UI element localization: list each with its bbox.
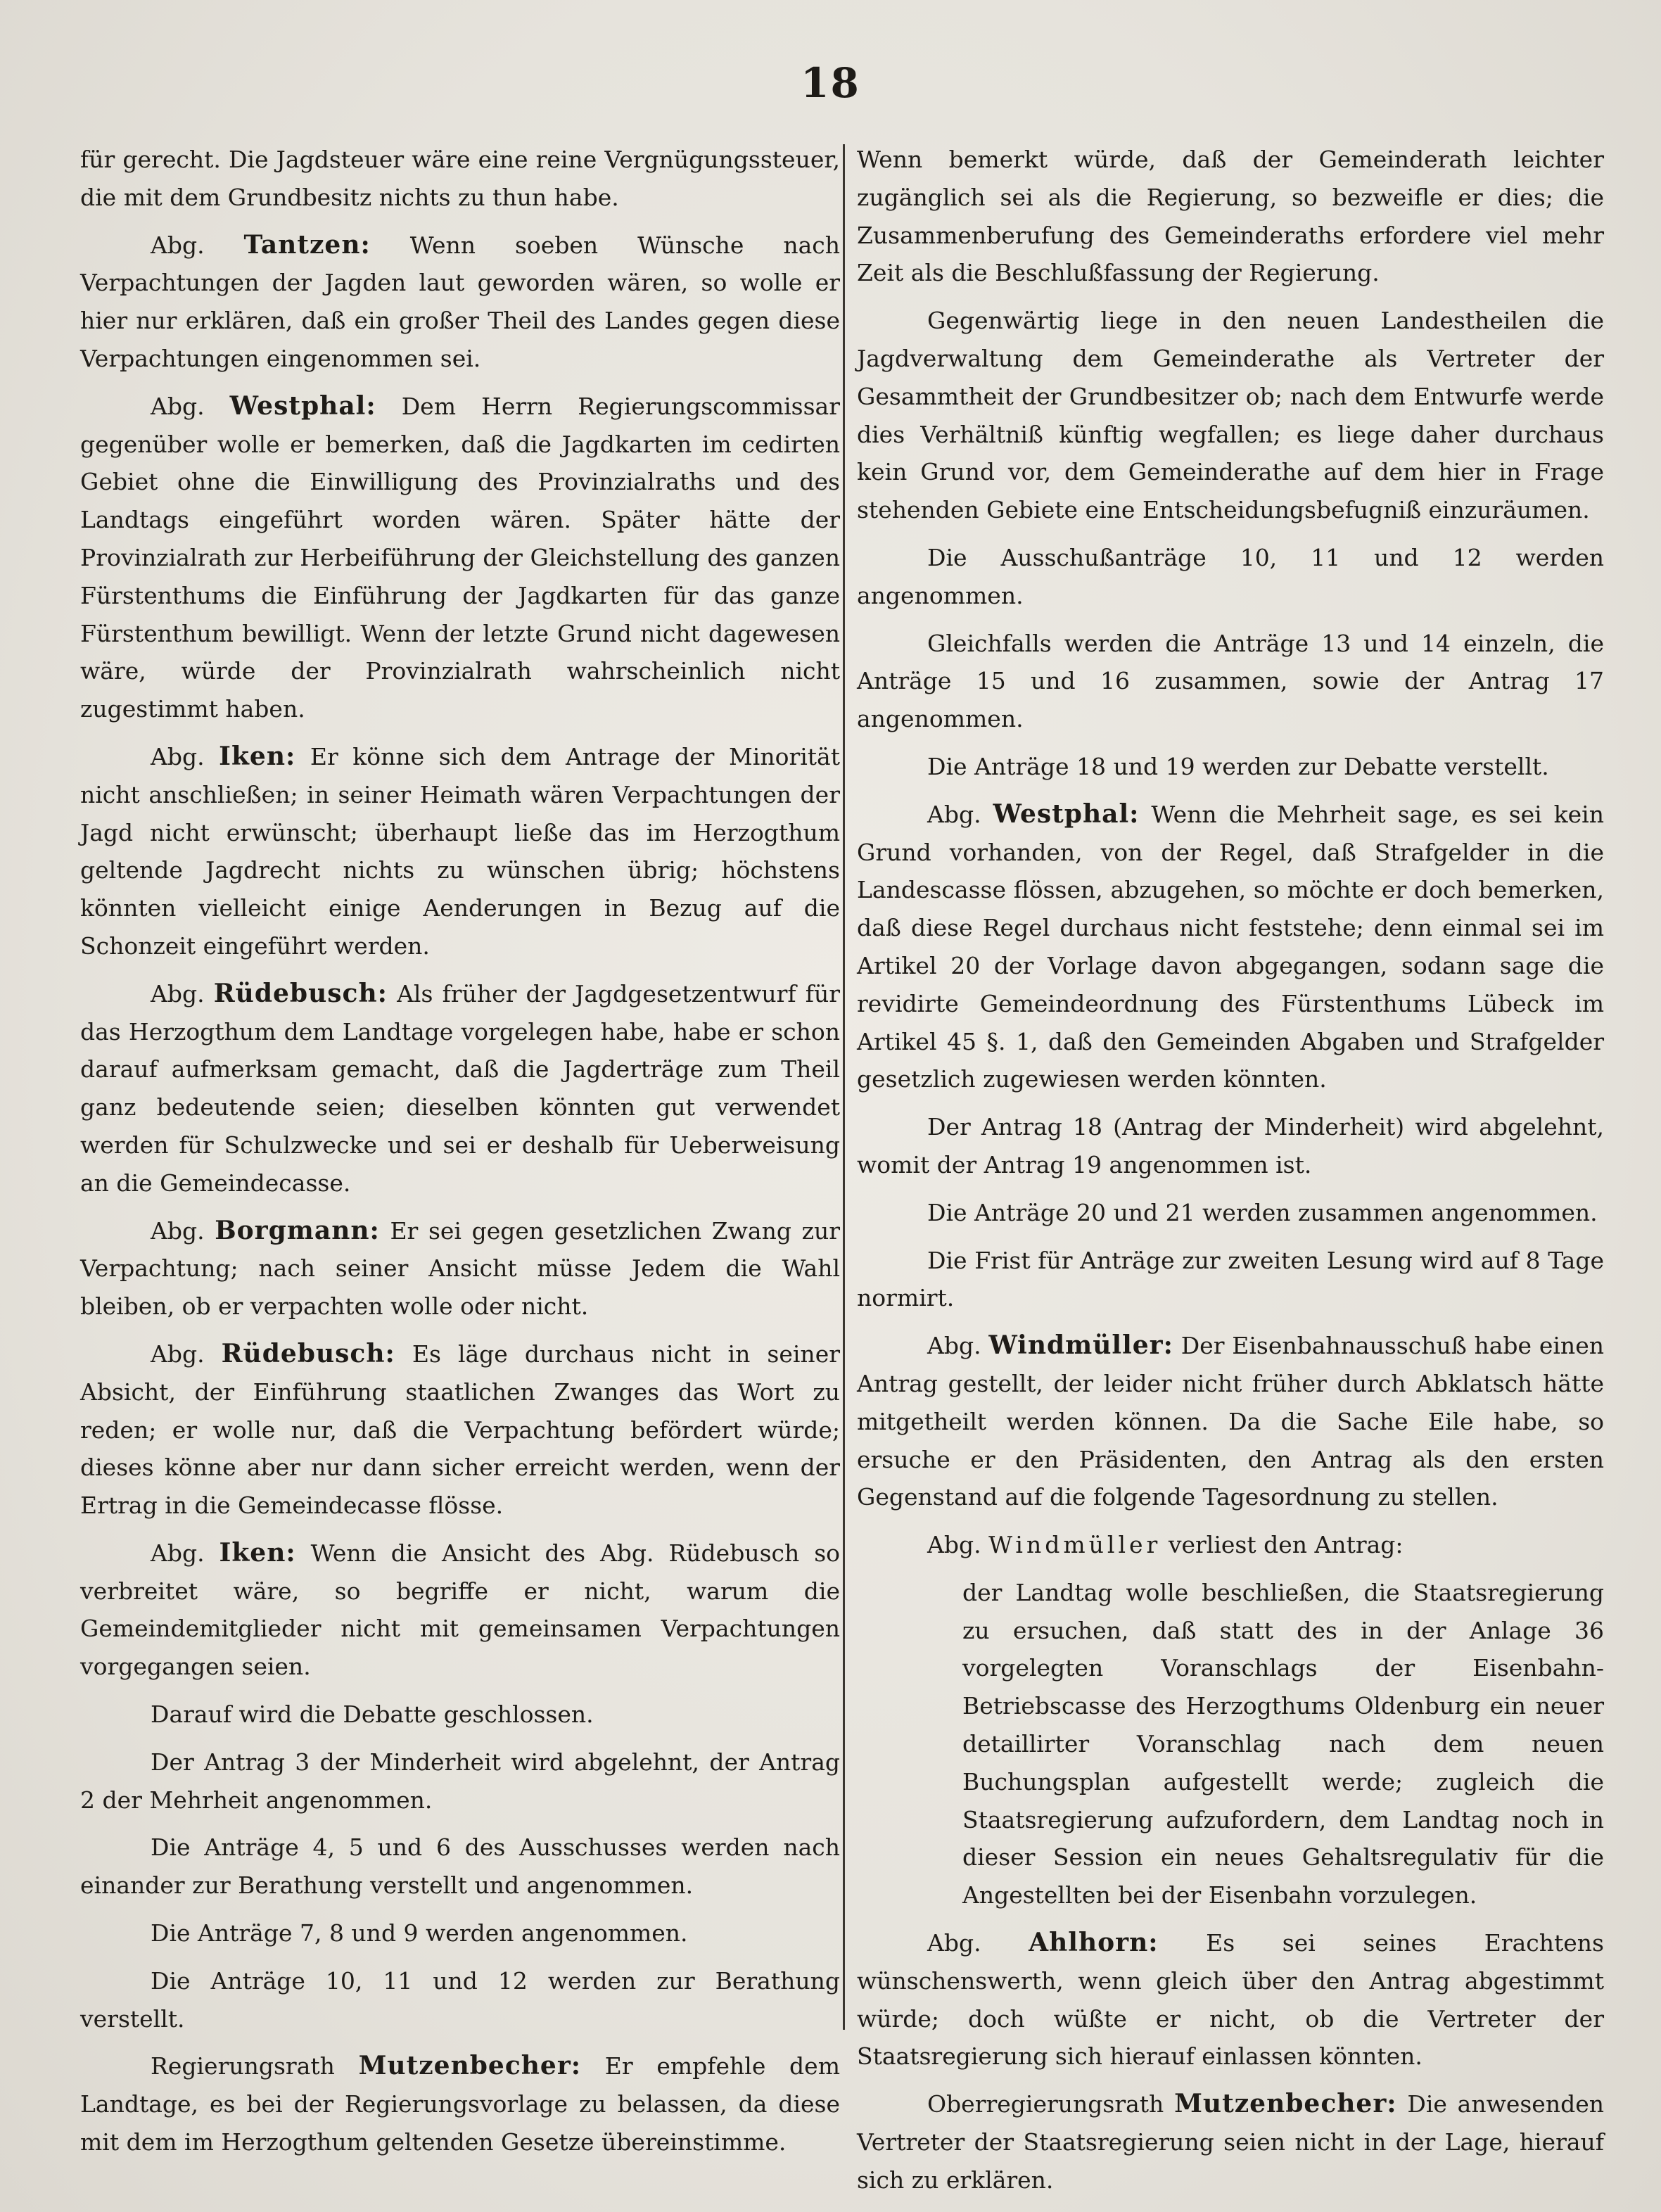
column-divider bbox=[843, 144, 845, 2030]
paragraph-text: für gerecht. Die Jagdsteuer wäre eine reine Vergnügungssteuer, die mit dem Grundbesitz nichts zu thun habe. bbox=[80, 146, 840, 211]
paragraph-text: Wenn bemerkt würde, daß der Gemeinderath leichter zugänglich sei als die Regierung, so bezweifle er dies; die Zusammenberufung des Gemeinderaths erfordere viel mehr Zeit als die Beschlußfassung der Regierung. bbox=[857, 146, 1604, 287]
paragraph bbox=[80, 1335, 840, 1525]
paragraph-text: Wenn die Mehrheit sage, es sei kein Grund vorhanden, von der Regel, daß Strafgelder in die Landescasse flössen, abzugehen, so möchte er doch bemerken, daß diese Regel durchaus nicht feststehe; denn einmal sei im Artikel 20 der Vorlage davon abgegangen, sodann sage die revidirte Gemeindeordnung des Fürstenthums Lübeck im Artikel 45 §. 1, daß den Gemeinden Abgaben und Strafgelder gesetzlich zugewiesen werden könnten. bbox=[857, 800, 1604, 1093]
right-column bbox=[857, 141, 1604, 2209]
speaker-title: Abg. bbox=[151, 392, 205, 420]
paragraph-text: Die Anträge 10, 11 und 12 werden zur Berathung verstellt. bbox=[80, 1966, 840, 2033]
paragraph-text: Wenn die Ansicht des Abg. Rüdebusch so verbreitet wäre, so begriffe er nicht, warum die Gemeindemitglieder nicht mit gemeinsamen Verpachtungen vorgegangen seien. bbox=[80, 1539, 840, 1681]
paragraph bbox=[857, 2085, 1604, 2199]
paragraph-text: Gegenwärtig liege in den neuen Landestheilen die Jagdverwaltung dem Gemeinderathe als Vertreter der Gesammtheit der Grundbesitzer ob; nach dem Entwurfe werde dies Verhältniß künftig wegfallen; es liege daher durchaus kein Grund vor, dem Gemeinderathe auf dem hier in Frage stehenden Gebiete eine Entscheidungsbefugniß einzuräumen. bbox=[857, 307, 1604, 524]
paragraph bbox=[80, 1534, 840, 1686]
paragraph bbox=[857, 625, 1604, 738]
paragraph bbox=[857, 1327, 1604, 1516]
speaker-name: Westphal: bbox=[993, 799, 1140, 829]
left-column bbox=[80, 141, 840, 2171]
speaker-name: Iken: bbox=[219, 741, 296, 771]
paragraph-text: Als früher der Jagdgesetzentwurf für das Herzogthum dem Landtage vorgelegen habe, habe er schon darauf aufmerksam gemacht, daß die Jagderträge zum Theil ganz bedeutende seien; dieselben könnten gut verwendet werden für Schulzwecke und sei er deshalb für Ueberweisung an die Gemeindecasse. bbox=[80, 979, 840, 1197]
page-number: 18 bbox=[801, 59, 860, 107]
paragraph-text: Der Antrag 3 der Minderheit wird abgelehnt, der Antrag 2 der Mehrheit angenommen. bbox=[80, 1748, 840, 1814]
paragraph bbox=[857, 302, 1604, 529]
speaker-name: Borgmann: bbox=[215, 1215, 380, 1245]
paragraph bbox=[857, 1924, 1604, 2076]
paragraph bbox=[857, 1242, 1604, 1318]
speaker-name: Iken: bbox=[219, 1537, 296, 1568]
speaker-name: Rüdebusch: bbox=[221, 1338, 395, 1368]
paragraph-text: Er empfehle dem Landtage, es bei der Regierungsvorlage zu belassen, da diese mit dem im Herzogthum geltenden Gesetze übereinstimme. bbox=[80, 2052, 840, 2156]
paragraph bbox=[80, 2047, 840, 2161]
paragraph-text: Wenn soeben Wünsche nach Verpachtungen der Jagden laut geworden wären, so wolle er hier nur erklären, daß ein großer Theil des Landes gegen diese Verpachtungen eingenommen sei. bbox=[80, 231, 840, 372]
paragraph-text: Er könne sich dem Antrage der Minorität nicht anschließen; in seiner Heimath wären Verpachtungen der Jagd nicht erwünscht; überhaupt ließe das im Herzogthum geltende Jagdrecht nichts zu wünschen übrig; höchstens könnten vielleicht einige Aenderungen in Bezug auf die Schonzeit eingeführt werden. bbox=[80, 742, 840, 960]
paragraph bbox=[80, 1914, 840, 1952]
speaker-name: Westphal: bbox=[229, 390, 376, 421]
paragraph bbox=[857, 1526, 1604, 1564]
spaced-name: Windmüller bbox=[988, 1531, 1162, 1559]
paragraph bbox=[962, 1574, 1604, 1914]
paragraph-text: Dem Herrn Regierungscommissar gegenüber wolle er bemerken, daß die Jagdkarten im cedirten Gebiet ohne die Einwilligung des Provinzialraths und des Landtags eingeführt worden wären. Später hätte der Provinzialrath zur Herbeiführung der Gleichstellung des ganzen Fürstenthums die Einführung der Jagdkarten für das ganze Fürstenthum bewilligt. Wenn der letzte Grund nicht dagewesen wäre, würde der Provinzialrath wahrscheinlich nicht zugestimmt haben. bbox=[80, 392, 840, 723]
paragraph-text: Darauf wird die Debatte geschlossen. bbox=[151, 1701, 594, 1729]
speaker-title: Abg. bbox=[151, 1216, 205, 1245]
paragraph-text: Es sei seines Erachtens wünschenswerth, wenn gleich über den Antrag abgestimmt würde; doch wüßte er nicht, ob die Vertreter der Staatsregierung sich hierauf einlassen könnten. bbox=[857, 1929, 1604, 2071]
speaker-name: Windmüller: bbox=[988, 1330, 1173, 1361]
paragraph bbox=[80, 975, 840, 1202]
speaker-title: Abg. bbox=[927, 1929, 981, 1957]
paragraph bbox=[80, 141, 840, 217]
speaker-title: Abg. bbox=[151, 1539, 205, 1567]
paragraph bbox=[857, 1108, 1604, 1184]
speaker-title: Abg. bbox=[151, 979, 205, 1008]
paragraph bbox=[80, 1743, 840, 1819]
paragraph bbox=[80, 1962, 840, 2038]
paragraph-text: Die Anträge 20 und 21 werden zusammen angenommen. bbox=[927, 1198, 1598, 1226]
paragraph-text: Die Ausschußanträge 10, 11 und 12 werden angenommen. bbox=[857, 543, 1604, 609]
paragraph bbox=[857, 141, 1604, 292]
paragraph-text: Die Frist für Anträge zur zweiten Lesung wird auf 8 Tage normirt. bbox=[857, 1246, 1604, 1312]
speaker-name: Mutzenbecher: bbox=[1174, 2089, 1397, 2119]
paragraph-text: Die Anträge 4, 5 und 6 des Ausschusses werden nach einander zur Berathung verstellt und angenommen. bbox=[80, 1833, 840, 1900]
speaker-name: Tantzen: bbox=[243, 229, 371, 260]
paragraph bbox=[857, 748, 1604, 786]
paragraph-text: der Landtag wolle beschließen, die Staatsregierung zu ersuchen, daß statt des in der Anlage 36 vorgelegten Voranschlags der Eisenbahn-Betriebscasse des Herzogthums Oldenburg ein neuer detaillirter Voranschlag nach dem neuen Buchungsplan aufgestellt werde; zugleich die Staatsregierung aufzufordern, dem Landtag noch in dieser Session ein neues Gehaltsregulativ für die Angestellten bei der Eisenbahn vorzulegen. bbox=[962, 1578, 1604, 1909]
paragraph bbox=[80, 738, 840, 965]
paragraph-text: Die Anträge 7, 8 und 9 werden angenommen. bbox=[151, 1919, 688, 1947]
speaker-name: Rüdebusch: bbox=[213, 978, 388, 1008]
paragraph bbox=[80, 1696, 840, 1734]
paragraph bbox=[80, 227, 840, 378]
paragraph-text: Er sei gegen gesetzlichen Zwang zur Verpachtung; nach seiner Ansicht müsse Jedem die Wahl bleiben, ob er verpachten wolle oder nicht. bbox=[80, 1216, 840, 1321]
speaker-title: Abg. bbox=[151, 1340, 205, 1368]
paragraph bbox=[80, 1212, 840, 1326]
speaker-title: Abg. bbox=[151, 231, 205, 259]
paragraph bbox=[80, 388, 840, 728]
speaker-name: Mutzenbecher: bbox=[358, 2051, 582, 2081]
paragraph-text: verliest den Antrag: bbox=[1168, 1531, 1404, 1559]
paragraph bbox=[857, 539, 1604, 615]
paragraph-text: Der Eisenbahnausschuß habe einen Antrag gestellt, der leider nicht früher durch Abklatsch hätte mitgetheilt werden können. Da die Sache Eile habe, so ersuche er den Präsidenten, den Antrag als den ersten Gegenstand auf die folgende Tagesordnung zu stellen. bbox=[857, 1332, 1604, 1511]
speaker-title: Abg. bbox=[927, 1531, 981, 1559]
paragraph-text: Der Antrag 18 (Antrag der Minderheit) wird abgelehnt, womit der Antrag 19 angenommen ist. bbox=[857, 1113, 1604, 1178]
paragraph-text: Die anwesenden Vertreter der Staatsregierung seien nicht in der Lage, hierauf sich zu erklären. bbox=[857, 2090, 1604, 2194]
speaker-title: Abg. bbox=[151, 742, 205, 770]
speaker-title: Abg. bbox=[927, 1332, 981, 1360]
speaker-title: Regierungsrath bbox=[151, 2052, 335, 2080]
paragraph bbox=[857, 1194, 1604, 1232]
paragraph bbox=[80, 1829, 840, 1905]
speaker-name: Ahlhorn: bbox=[1029, 1928, 1159, 1958]
speaker-title: Oberregierungsrath bbox=[927, 2090, 1164, 2118]
paragraph-text: Gleichfalls werden die Anträge 13 und 14 einzeln, die Anträge 15 und 16 zusammen, sowie der Antrag 17 angenommen. bbox=[857, 629, 1604, 733]
paragraph-text: Es läge durchaus nicht in seiner Absicht, der Einführung staatlichen Zwanges das Wort zu reden; er wolle nur, daß die Verpachtung befördert würde; dieses könne aber nur dann sicher erreicht werden, wenn der Ertrag in die Gemeindecasse flösse. bbox=[80, 1340, 840, 1520]
paragraph-text: Die Anträge 18 und 19 werden zur Debatte verstellt. bbox=[927, 752, 1549, 780]
paragraph bbox=[857, 796, 1604, 1098]
speaker-title: Abg. bbox=[927, 800, 981, 828]
